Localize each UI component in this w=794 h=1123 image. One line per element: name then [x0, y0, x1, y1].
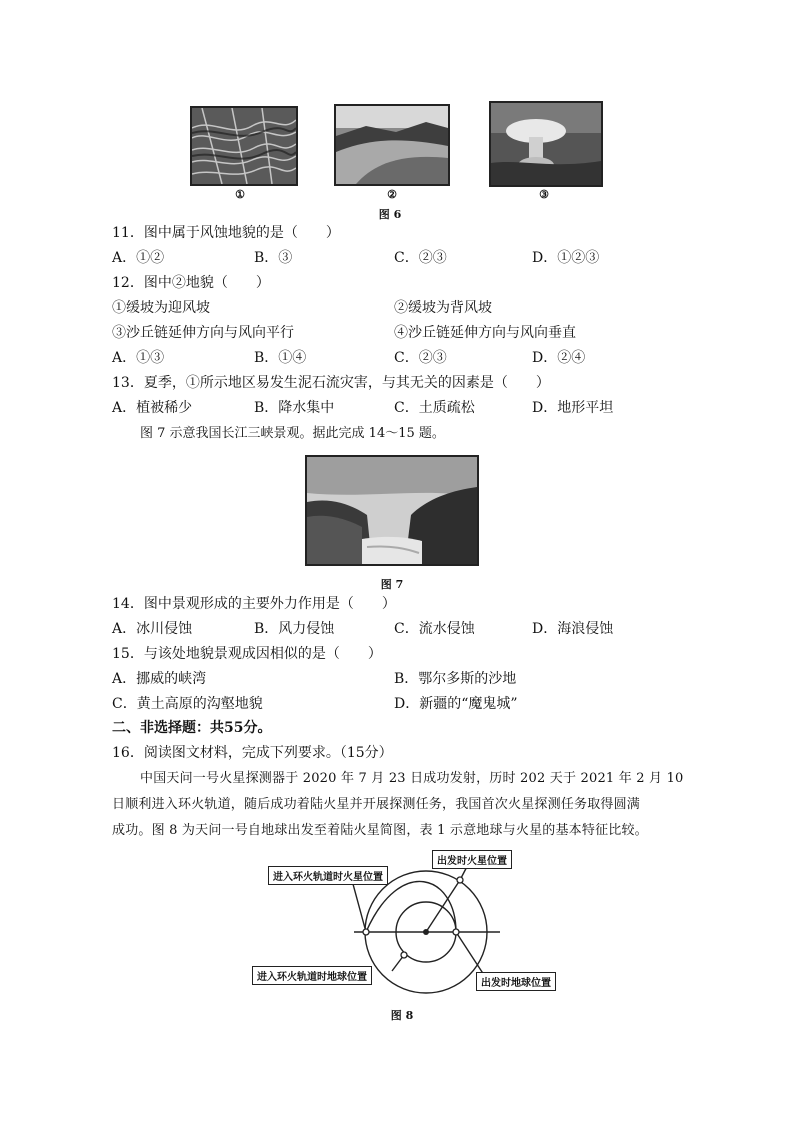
q12-statement-1: ①缓坡为迎风坡	[112, 300, 210, 316]
q11-option-c: C．②③	[394, 250, 447, 266]
q12-stem: 12．图中②地貌（ ）	[112, 275, 270, 291]
q12-statement-4: ④沙丘链延伸方向与风向垂直	[394, 325, 576, 341]
earth-depart-dot	[453, 929, 459, 935]
q14-option-c: C．流水侵蚀	[394, 621, 475, 637]
fig7-photo	[305, 455, 479, 566]
fig6-caption: 图 6	[378, 208, 402, 221]
section2-heading: 二、非选择题：共55分。	[112, 720, 272, 736]
three-gorges-image	[307, 457, 477, 564]
fig7-intro: 图 7 示意我国长江三峡景观。据此完成 14～15 题。	[140, 426, 445, 441]
q11-stem: 11．图中属于风蚀地貌的是（ ）	[112, 225, 340, 241]
fig6-photo-1	[190, 106, 298, 186]
q16-para-line-2: 日顺利进入环火轨道，随后成功着陆火星并开展探测任务，我国首次火星探测任务取得圆满	[112, 797, 641, 812]
q13-stem: 13．夏季，①所示地区易发生泥石流灾害，与其无关的因素是（ ）	[112, 375, 550, 391]
q12-option-a: A．①③	[112, 350, 165, 366]
q12-option-b: B．①④	[254, 350, 307, 366]
q15-option-a: A．挪威的峡湾	[112, 671, 207, 687]
q14-stem: 14．图中景观形成的主要外力作用是（ ）	[112, 596, 396, 612]
sun-dot	[423, 929, 429, 935]
mars-depart-dot	[457, 877, 463, 883]
fig6-photo-2	[334, 104, 450, 186]
fig8-label-earth-arrive: 进入环火轨道时地球位置	[252, 966, 372, 985]
wind-eroded-ridges-image	[192, 108, 296, 184]
sand-dune-image	[336, 106, 448, 184]
q12-option-d: D．②④	[532, 350, 586, 366]
q16-stem: 16．阅读图文材料，完成下列要求。（15分）	[112, 745, 393, 761]
q14-option-b: B．风力侵蚀	[254, 621, 335, 637]
q13-option-c: C．土质疏松	[394, 400, 475, 416]
q14-option-d: D．海浪侵蚀	[532, 621, 614, 637]
fig6-label-2: ②	[387, 188, 397, 201]
q11-option-b: B．③	[254, 250, 293, 266]
fig8-caption: 图 8	[390, 1009, 414, 1022]
leader-earth-depart	[456, 932, 484, 975]
q14-option-a: A．冰川侵蚀	[112, 621, 193, 637]
fig7-caption: 图 7	[380, 578, 404, 591]
q11-option-a: A．①②	[112, 250, 165, 266]
fig6-label-1: ①	[235, 188, 245, 201]
q12-statement-3: ③沙丘链延伸方向与风向平行	[112, 325, 294, 341]
q13-option-b: B．降水集中	[254, 400, 335, 416]
fig8-label-mars-depart: 出发时火星位置	[432, 850, 512, 869]
q12-statement-2: ②缓坡为背风坡	[394, 300, 492, 316]
mushroom-rock-image	[491, 103, 601, 185]
fig8-label-mars-arrive: 进入环火轨道时火星位置	[268, 866, 388, 885]
q15-option-c: C．黄土高原的沟壑地貌	[112, 696, 263, 712]
fig6-photo-3	[489, 101, 603, 187]
fig6-label-3: ③	[539, 188, 549, 201]
fig8-label-earth-depart: 出发时地球位置	[476, 972, 556, 991]
q11-option-d: D．①②③	[532, 250, 600, 266]
earth-arrive-dot	[401, 952, 407, 958]
q15-option-b: B．鄂尔多斯的沙地	[394, 671, 517, 687]
q15-option-d: D．新疆的“魔鬼城”	[394, 696, 518, 712]
q16-para-line-3: 成功。图 8 为天问一号自地球出发至着陆火星简图，表 1 示意地球与火星的基本特征比较。	[112, 823, 648, 838]
q15-stem: 15．与该处地貌景观成因相似的是（ ）	[112, 646, 382, 662]
q16-para-line-1: 中国天问一号火星探测器于 2020 年 7 月 23 日成功发射，历时 202 天于 2021 年 2 月 10	[140, 771, 684, 786]
q12-option-c: C．②③	[394, 350, 447, 366]
mars-arrive-dot	[363, 929, 369, 935]
q13-option-d: D．地形平坦	[532, 400, 614, 416]
q13-option-a: A．植被稀少	[112, 400, 193, 416]
